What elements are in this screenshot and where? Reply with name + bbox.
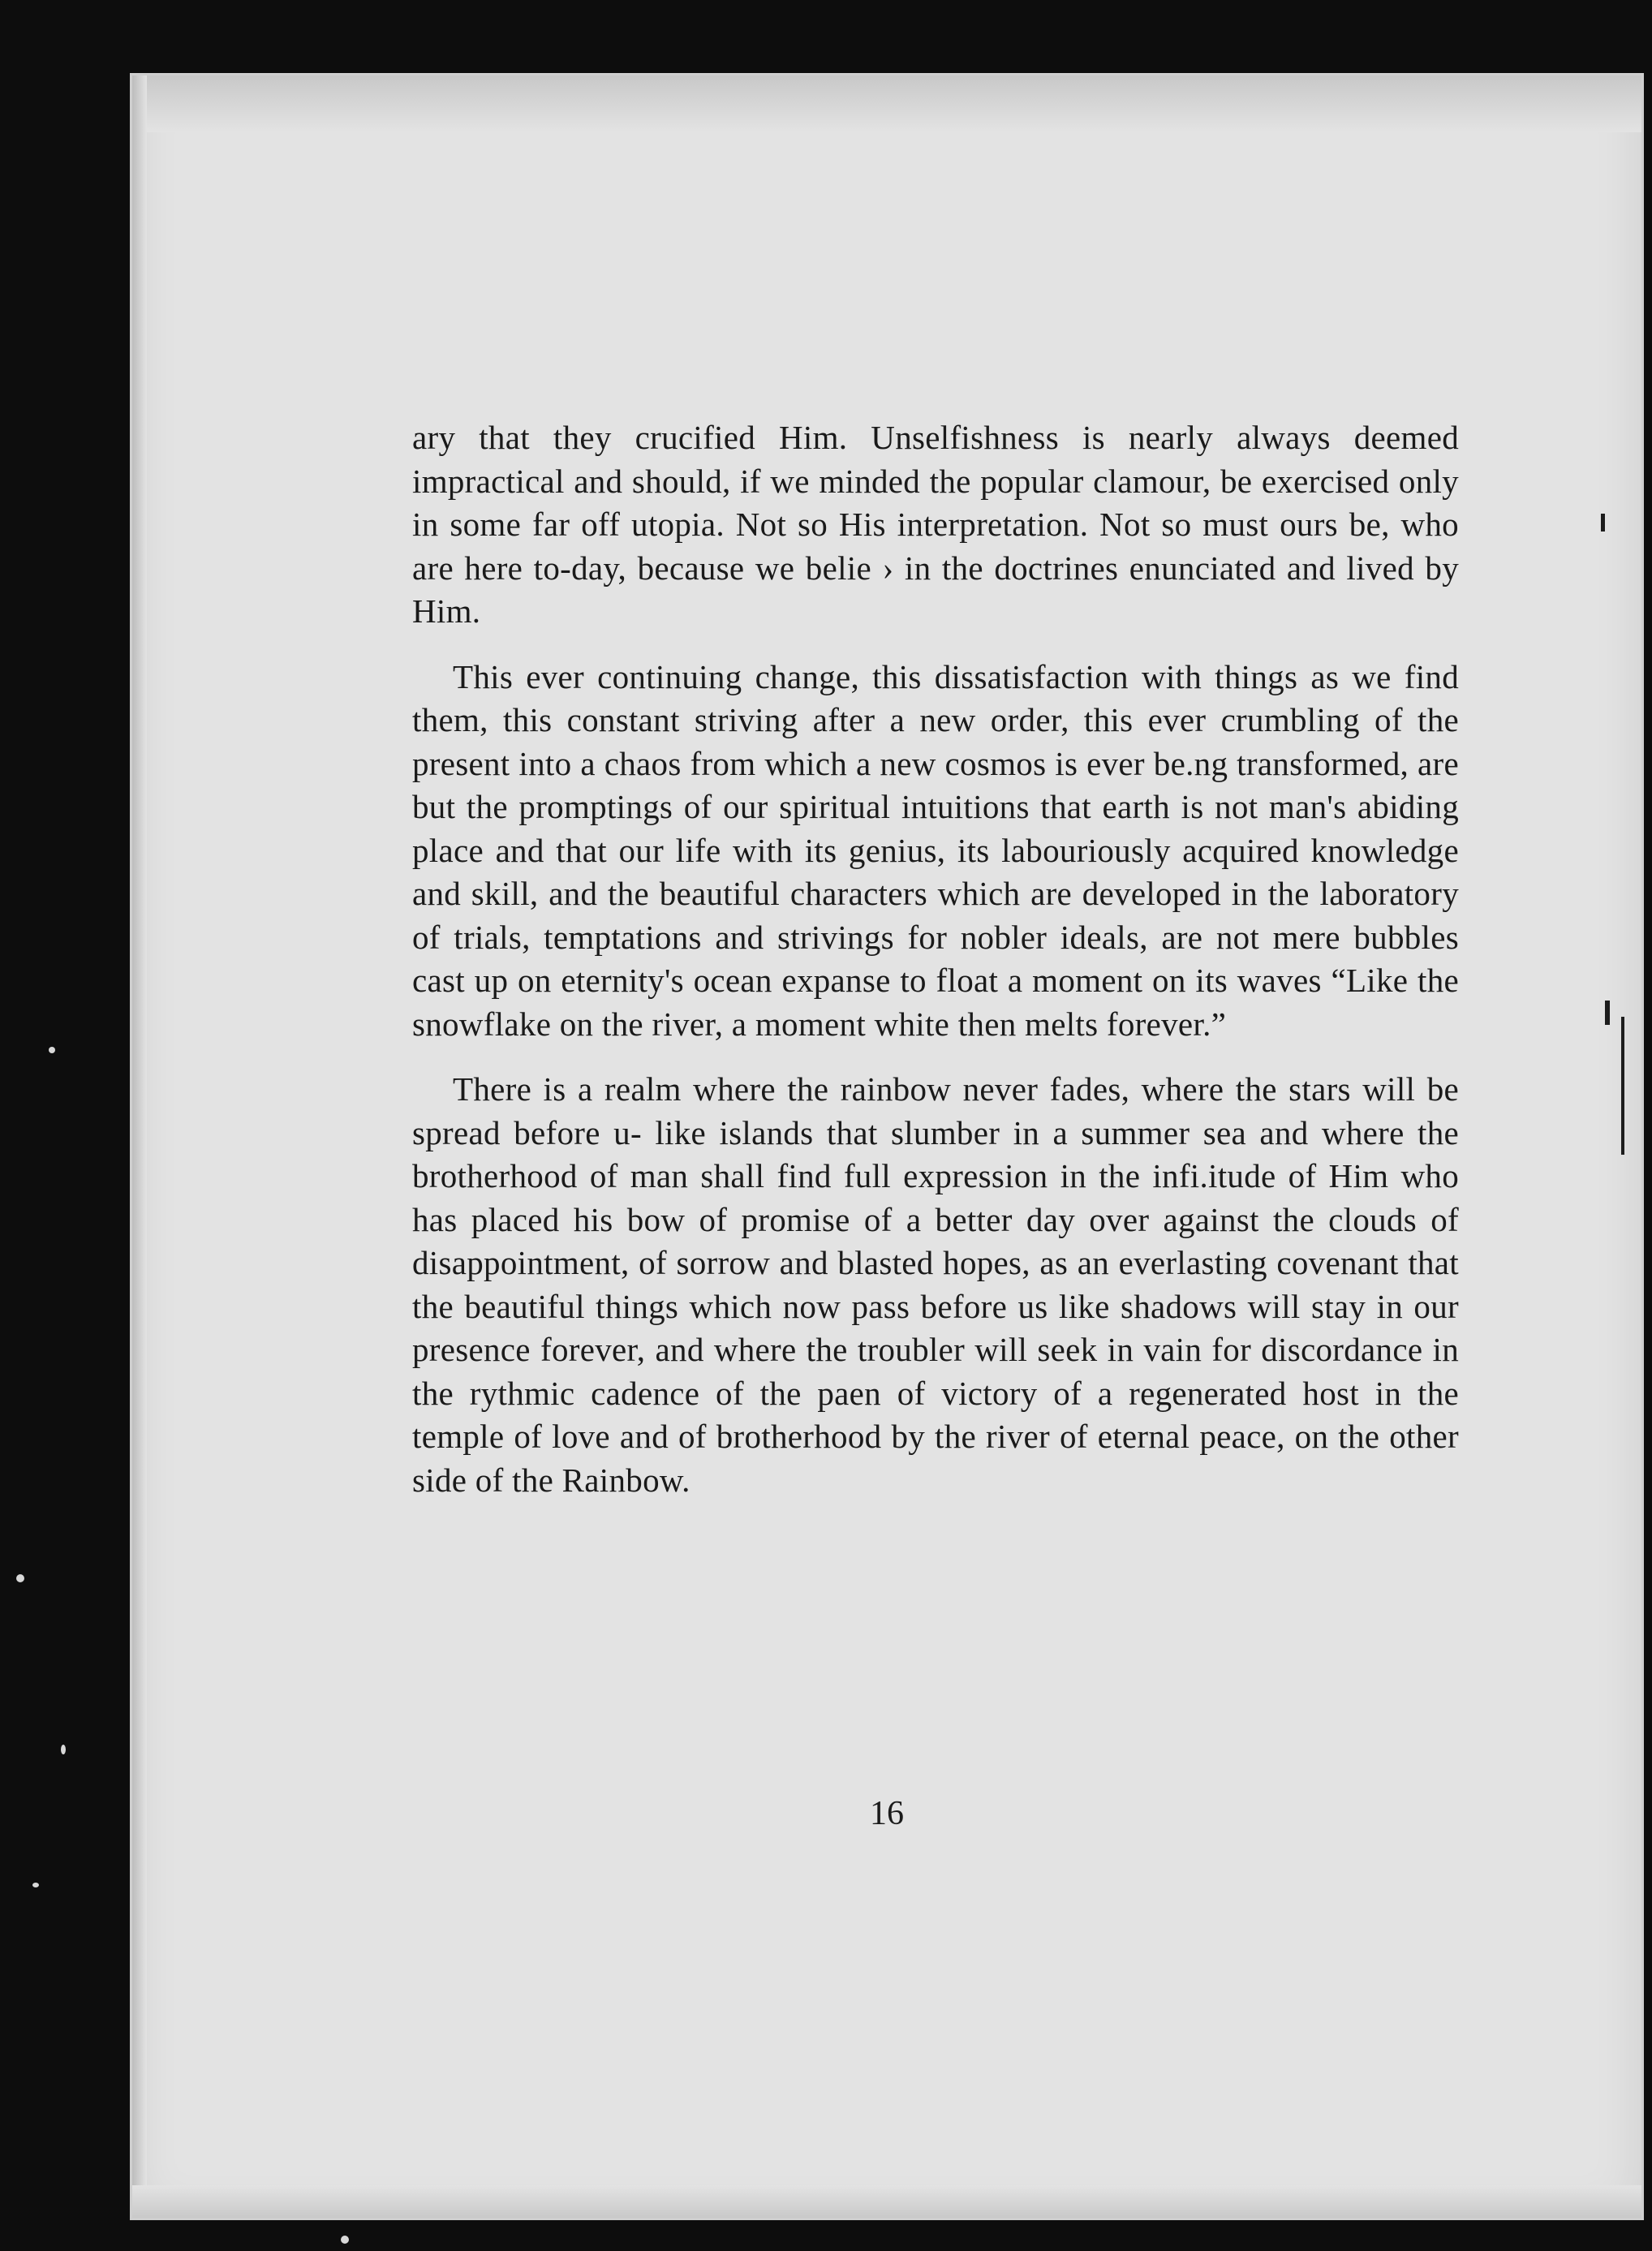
body-text	[412, 416, 1459, 1524]
page-edge-shadow	[132, 75, 147, 2218]
page-number: 16	[870, 1795, 904, 1832]
paragraph-1: ary that they crucified Him. Unselfishness is nearly always deemed impractical and should, if we minded the popular clamour, be exercised only in some far off utopia. Not so His interpretation. Not so must ours be, who are here to-day, because we belie › in the doctrines enunciated and lived by Him.	[412, 419, 1459, 630]
document-page	[130, 73, 1644, 2220]
scan-speck	[61, 1745, 66, 1754]
scan-mark	[1605, 1001, 1610, 1025]
page-edge-shadow	[132, 2185, 1641, 2218]
scan-speck	[32, 1883, 39, 1887]
scan-mark	[1621, 1017, 1624, 1155]
paragraph-2: This ever continuing change, this dissatisfaction with things as we find them, this constant striving after a new order, this ever crumbling of the present into a chaos from which a new cosmos is ever be.ng transformed, are but the promptings of our spiritual intuitions that earth is not man's abiding place and that our life with its genius, its labouriously acquired knowledge and skill, and the beautiful characters which are developed in the laboratory of trials, temptations and strivings for nobler ideals, are not mere bubbles cast up on eternity's ocean expanse to float a moment on its waves “Like the snowflake on the river, a moment white then melts forever.”	[412, 657, 1459, 1043]
scan-speck	[16, 1574, 24, 1582]
scan-speck	[49, 1047, 55, 1053]
paragraph-3: There is a realm where the rainbow never fades, where the stars will be spread before u- like islands that slumber in a summer sea and where the brotherhood of man shall find full expression in the infi.itude of Him who has placed his bow of promise of a better day over against the clouds of disappointment, of sorrow and blasted hopes, as an everlasting covenant that the beautiful things which now pass before us like shadows will stay in our presence forever, and where the troubler will seek in vain for discordance in the rythmic cadence of the paen of victory of a regenerated host in the temple of love and of brotherhood by the river of eternal peace, on the other side of the Rainbow.	[412, 1070, 1459, 1499]
scan-mark	[1601, 514, 1605, 532]
scan-speck	[341, 2236, 349, 2244]
page-edge-shadow	[132, 75, 1641, 132]
